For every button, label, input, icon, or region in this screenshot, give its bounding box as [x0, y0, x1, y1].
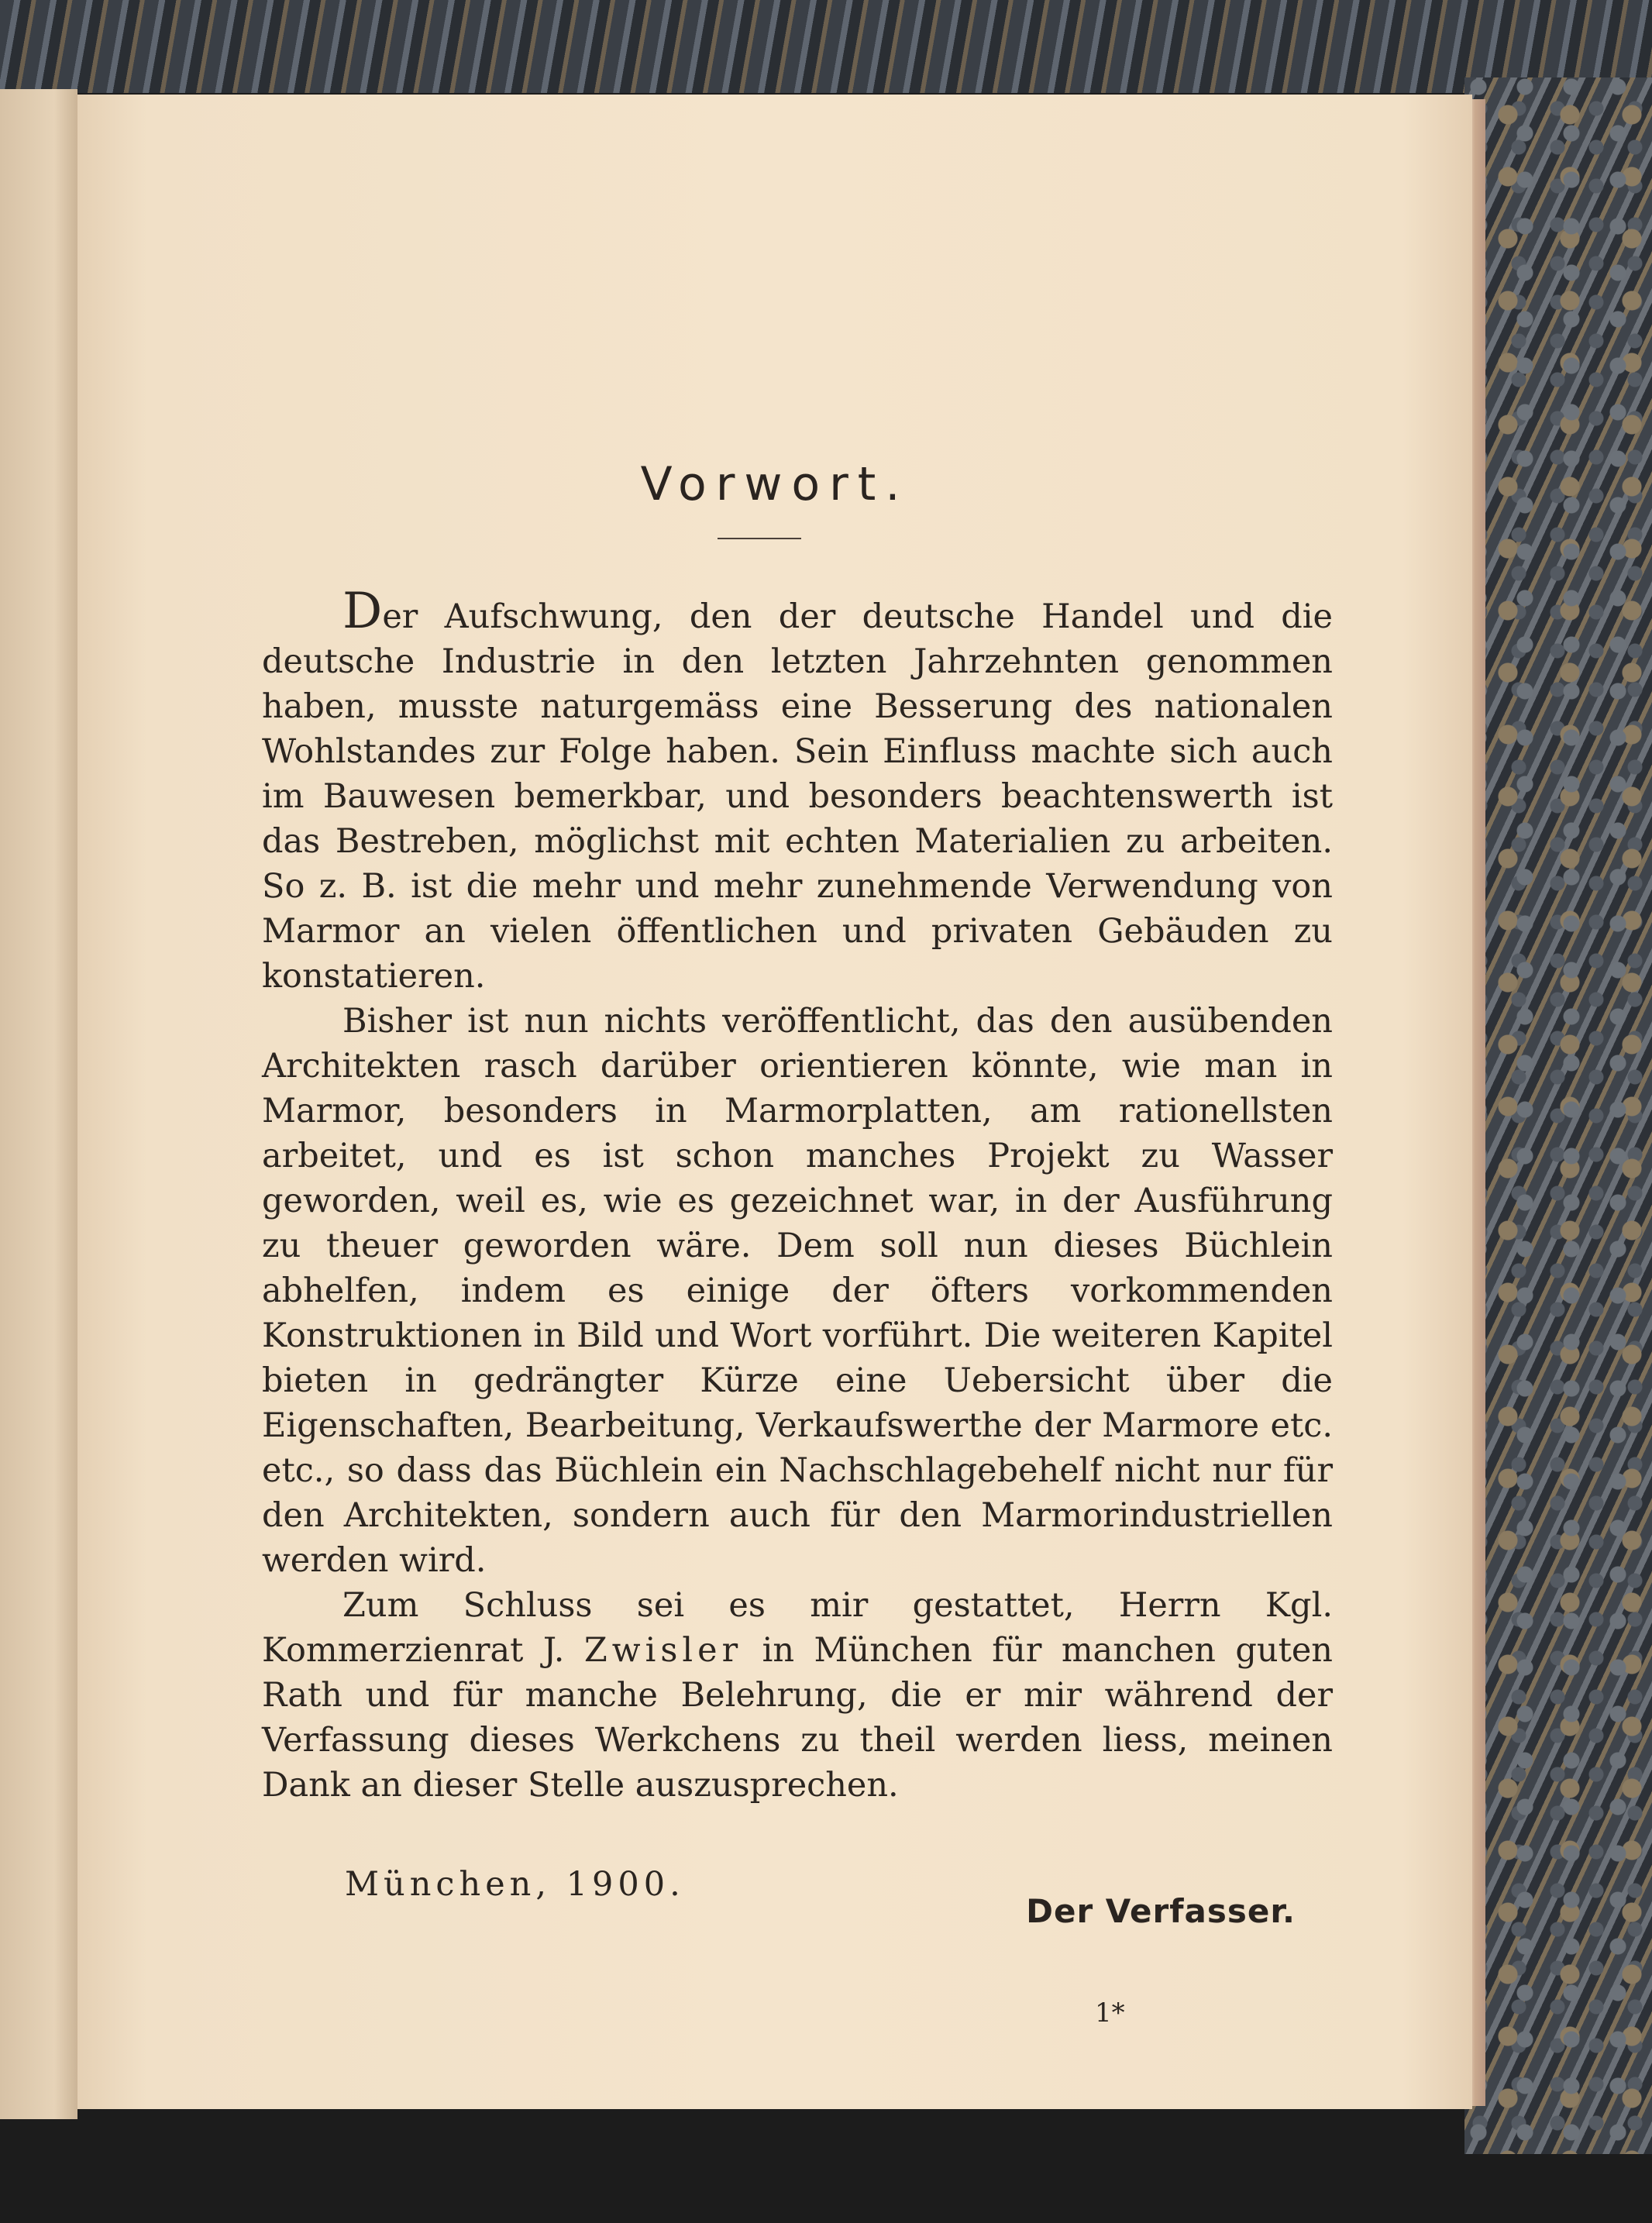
- left-page-margin: [0, 89, 77, 2119]
- drop-cap: D: [342, 583, 383, 640]
- paragraph-3-after: in München für manchen guten Rath und für manche Belehrung, die er mir während der Verfassung dieses Werkchens zu theil werden liess, meinen Dank an dieser Stelle auszusprechen.: [262, 1631, 1333, 1805]
- paragraph-1: [262, 583, 1333, 999]
- paragraph-3: [262, 1583, 1333, 1808]
- preface-text: [262, 583, 1333, 1808]
- paragraph-2: Bisher ist nun nichts veröffentlicht, das den ausübenden Architekten rasch darüber orientieren könnte, wie man in Marmor, besonders in Marmorplatten, am rationellsten arbeitet, und es ist schon manches Projekt zu Wasser geworden, weil es, wie es gezeichnet war, in der Ausführung zu theuer geworden wäre. Dem soll nun dieses Büchlein abhelfen, indem es einige der öfters vorkommenden Konstruktionen in Bild und Wort vorführt. Die weiteren Kapitel bieten in gedrängter Kürze eine Uebersicht über die Eigenschaften, Bearbeitung, Verkaufswerthe der Marmore etc. etc., so dass das Büchlein ein Nachschlagebehelf nicht nur für den Architekten, sondern auch für den Marmorindustriellen werden wird.: [262, 1002, 1333, 1580]
- marbled-cover: [1464, 77, 1652, 2154]
- title-rule: [718, 538, 801, 539]
- book-cover-top: [0, 0, 1652, 93]
- book-page: [77, 95, 1472, 2109]
- person-name: Zwisler: [583, 1631, 743, 1670]
- place-date: München, 1900.: [345, 1865, 685, 1904]
- author-signature: Der Verfasser.: [1026, 1892, 1296, 1930]
- page-number: 1*: [1095, 1998, 1125, 2029]
- paragraph-3-before: Zum Schluss sei es mir gestattet, Herrn Kgl. Kommerzienrat J.: [262, 1586, 1333, 1670]
- paragraph-1-text: er Aufschwung, den der deutsche Handel und die deutsche Industrie in den letzten Jahrzehnten genommen haben, musste naturgemäss eine Besserung des nationalen Wohlstandes zur Folge haben. Sein Einfluss machte sich auch im Bauwesen bemerkbar, und besonders beachtenswerth ist das Bestreben, möglichst mit echten Materialien zu arbeiten. So z. B. ist die mehr und mehr zunehmende Verwendung von Marmor an vielen öffentlichen und privaten Gebäuden zu konstatieren.: [262, 597, 1333, 996]
- page-title: Vorwort.: [640, 457, 910, 511]
